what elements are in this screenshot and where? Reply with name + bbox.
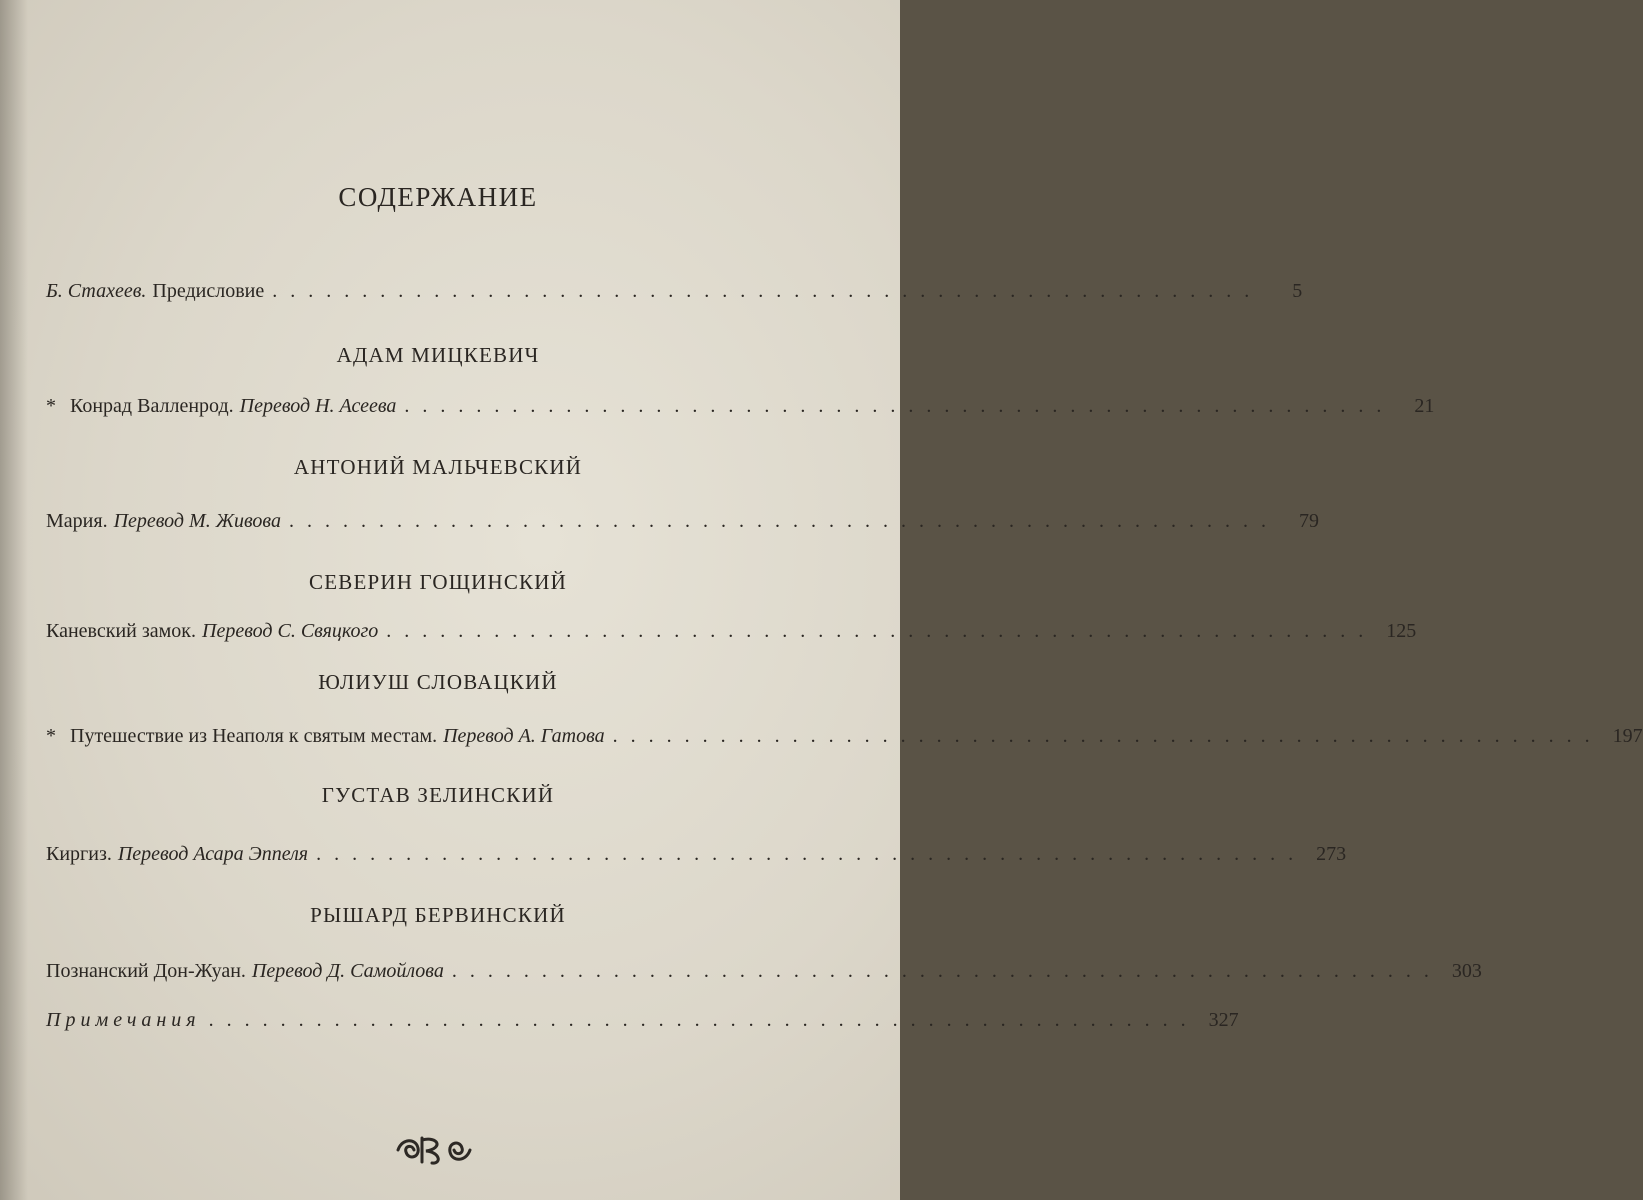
toc-entry — [46, 843, 1347, 873]
translator: Перевод А. Гатова — [443, 725, 605, 747]
translator: Перевод С. Свяцкого — [202, 620, 379, 642]
translator: Перевод Н. Асеева — [239, 395, 397, 417]
dot-leader: ....................................................... — [451, 960, 1442, 982]
page-number: 273 — [1316, 843, 1347, 865]
toc-entry — [46, 510, 1319, 540]
asterisk-marker: * — [46, 725, 56, 747]
work-title: Мария. — [46, 510, 108, 532]
dot-leader: ....................................................... — [404, 395, 1395, 417]
page-title: СОДЕРЖАНИЕ — [338, 182, 538, 212]
author-heading: ЮЛИУШ СЛОВАЦКИЙ — [318, 670, 558, 694]
author-heading: ГУСТАВ ЗЕЛИНСКИЙ — [321, 783, 555, 807]
author-heading: АНТОНИЙ МАЛЬЧЕВСКИЙ — [293, 455, 583, 479]
dot-leader: ....................................................... — [316, 843, 1307, 865]
dot-leader: ....................................................... — [612, 725, 1603, 747]
page-number: 197 — [1612, 725, 1643, 747]
page-number: 21 — [1414, 395, 1435, 417]
author-heading: СЕВЕРИН ГОЩИНСКИЙ — [309, 570, 567, 594]
work-title: Киргиз. — [46, 843, 112, 865]
author-heading: АДАМ МИЦКЕВИЧ — [336, 343, 540, 367]
page-number: 327 — [1208, 1009, 1239, 1031]
translator: Перевод Д. Самойлова — [251, 960, 444, 982]
dot-leader: ....................................................... — [272, 280, 1263, 302]
toc-entry — [46, 395, 1435, 425]
page-number: 125 — [1386, 620, 1417, 642]
dot-leader: ....................................................... — [386, 620, 1377, 642]
translator: Перевод М. Живова — [113, 510, 281, 532]
page-number: 303 — [1451, 960, 1482, 982]
work-title: Познанский Дон-Жуан. — [46, 960, 246, 982]
preface-author: Б. Стахеев. — [46, 280, 147, 302]
page-gutter-shadow — [0, 0, 28, 1200]
work-title: Каневский замок. — [46, 620, 197, 642]
toc-entry — [46, 725, 1643, 755]
work-title: Путешествие из Неаполя к святым местам. — [70, 725, 438, 747]
toc-entry-notes — [46, 1009, 1239, 1039]
asterisk-marker: * — [46, 395, 56, 417]
page-number: 79 — [1298, 510, 1319, 532]
translator: Перевод Асара Эппеля — [117, 843, 309, 865]
toc-entry — [46, 960, 1482, 990]
dot-leader: ....................................................... — [208, 1009, 1199, 1031]
notes-title: Примечания — [46, 1009, 201, 1031]
toc-entry-preface — [46, 280, 1303, 310]
toc-entry — [46, 620, 1417, 650]
preface-title: Предисловие — [152, 280, 265, 302]
author-heading: РЫШАРД БЕРВИНСКИЙ — [310, 903, 566, 927]
fleuron-ornament-icon — [392, 1130, 476, 1170]
dot-leader: ....................................................... — [288, 510, 1279, 532]
page-number: 5 — [1292, 280, 1303, 302]
work-title: Конрад Валленрод. — [70, 395, 234, 417]
